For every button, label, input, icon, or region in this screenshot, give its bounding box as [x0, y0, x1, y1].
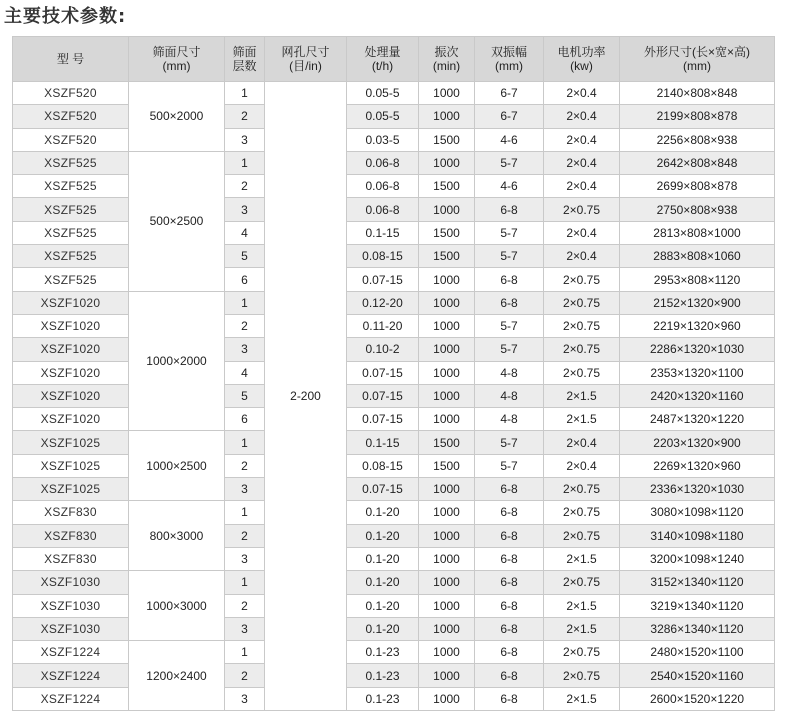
amplitude-cell: 4-8	[475, 384, 544, 407]
capacity-cell: 0.12-20	[347, 291, 419, 314]
model-cell: XSZF1224	[13, 641, 129, 664]
model-cell: XSZF525	[13, 151, 129, 174]
motor-power-cell: 2×1.5	[544, 384, 620, 407]
layers-cell: 2	[225, 524, 265, 547]
header-mesh-size-label: 网孔尺寸	[281, 45, 330, 59]
layers-cell: 1	[225, 151, 265, 174]
amplitude-cell: 6-7	[475, 82, 544, 105]
layers-cell: 3	[225, 617, 265, 640]
header-amplitude-unit: (mm)	[495, 59, 523, 73]
frequency-cell: 1000	[419, 338, 475, 361]
capacity-cell: 0.1-23	[347, 664, 419, 687]
amplitude-cell: 6-8	[475, 571, 544, 594]
table-row	[13, 151, 775, 174]
amplitude-cell: 5-7	[475, 151, 544, 174]
layers-cell: 1	[225, 82, 265, 105]
amplitude-cell: 6-8	[475, 198, 544, 221]
capacity-cell: 0.1-23	[347, 641, 419, 664]
capacity-cell: 0.1-20	[347, 547, 419, 570]
spec-table	[12, 36, 775, 711]
layers-cell: 5	[225, 245, 265, 268]
frequency-cell: 1000	[419, 291, 475, 314]
dimensions-cell: 3152×1340×1120	[620, 571, 775, 594]
layers-cell: 6	[225, 268, 265, 291]
header-screen-size-label: 筛面尺寸	[152, 45, 201, 59]
capacity-cell: 0.08-15	[347, 454, 419, 477]
table-row	[13, 268, 775, 291]
header-amplitude	[475, 37, 544, 82]
motor-power-cell: 2×0.4	[544, 151, 620, 174]
dimensions-cell: 2487×1320×1220	[620, 408, 775, 431]
amplitude-cell: 5-7	[475, 454, 544, 477]
motor-power-cell: 2×0.4	[544, 128, 620, 151]
table-row	[13, 478, 775, 501]
table-row	[13, 82, 775, 105]
frequency-cell: 1000	[419, 478, 475, 501]
screen-size-cell: 1000×2500	[129, 431, 225, 501]
table-row	[13, 431, 775, 454]
model-cell: XSZF525	[13, 175, 129, 198]
frequency-cell: 1500	[419, 175, 475, 198]
frequency-cell: 1000	[419, 571, 475, 594]
screen-size-cell: 500×2500	[129, 151, 225, 291]
motor-power-cell: 2×0.4	[544, 82, 620, 105]
motor-power-cell: 2×0.4	[544, 245, 620, 268]
amplitude-cell: 6-8	[475, 268, 544, 291]
layers-cell: 3	[225, 128, 265, 151]
capacity-cell: 0.06-8	[347, 175, 419, 198]
layers-cell: 3	[225, 338, 265, 361]
amplitude-cell: 5-7	[475, 338, 544, 361]
layers-cell: 2	[225, 175, 265, 198]
motor-power-cell: 2×0.4	[544, 221, 620, 244]
motor-power-cell: 2×0.75	[544, 524, 620, 547]
motor-power-cell: 2×0.75	[544, 664, 620, 687]
dimensions-cell: 2480×1520×1100	[620, 641, 775, 664]
dimensions-cell: 2269×1320×960	[620, 454, 775, 477]
frequency-cell: 1500	[419, 128, 475, 151]
model-cell: XSZF1030	[13, 594, 129, 617]
header-capacity	[347, 37, 419, 82]
header-model-label: 型 号	[56, 52, 85, 66]
capacity-cell: 0.03-5	[347, 128, 419, 151]
layers-cell: 5	[225, 384, 265, 407]
dimensions-cell: 2540×1520×1160	[620, 664, 775, 687]
screen-size-cell: 800×3000	[129, 501, 225, 571]
amplitude-cell: 5-7	[475, 245, 544, 268]
header-capacity-label: 处理量	[364, 45, 401, 59]
amplitude-cell: 6-8	[475, 687, 544, 710]
amplitude-cell: 5-7	[475, 314, 544, 337]
amplitude-cell: 4-6	[475, 128, 544, 151]
header-mesh-size	[265, 37, 347, 82]
model-cell: XSZF525	[13, 245, 129, 268]
frequency-cell: 1000	[419, 151, 475, 174]
model-cell: XSZF830	[13, 501, 129, 524]
capacity-cell: 0.1-15	[347, 221, 419, 244]
model-cell: XSZF520	[13, 128, 129, 151]
amplitude-cell: 6-8	[475, 547, 544, 570]
frequency-cell: 1500	[419, 245, 475, 268]
page-title: 主要技术参数:	[4, 6, 127, 27]
dimensions-cell: 3219×1340×1120	[620, 594, 775, 617]
mesh-size-cell: 2-200	[265, 82, 347, 711]
header-model	[13, 37, 129, 82]
header-frequency-unit: (min)	[432, 59, 461, 73]
model-cell: XSZF1025	[13, 454, 129, 477]
layers-cell: 3	[225, 478, 265, 501]
table-row	[13, 198, 775, 221]
frequency-cell: 1000	[419, 594, 475, 617]
motor-power-cell: 2×0.75	[544, 338, 620, 361]
model-cell: XSZF1025	[13, 478, 129, 501]
model-cell: XSZF830	[13, 547, 129, 570]
motor-power-cell: 2×0.75	[544, 361, 620, 384]
dimensions-cell: 2219×1320×960	[620, 314, 775, 337]
capacity-cell: 0.10-2	[347, 338, 419, 361]
layers-cell: 1	[225, 571, 265, 594]
frequency-cell: 1000	[419, 361, 475, 384]
frequency-cell: 1500	[419, 221, 475, 244]
amplitude-cell: 6-8	[475, 291, 544, 314]
dimensions-cell: 2336×1320×1030	[620, 478, 775, 501]
model-cell: XSZF525	[13, 221, 129, 244]
capacity-cell: 0.1-15	[347, 431, 419, 454]
amplitude-cell: 4-6	[475, 175, 544, 198]
header-motor-power	[544, 37, 620, 82]
table-row	[13, 501, 775, 524]
table-row	[13, 384, 775, 407]
motor-power-cell: 2×0.4	[544, 454, 620, 477]
frequency-cell: 1000	[419, 617, 475, 640]
capacity-cell: 0.06-8	[347, 198, 419, 221]
frequency-cell: 1000	[419, 408, 475, 431]
screen-size-cell: 1000×3000	[129, 571, 225, 641]
dimensions-cell: 2203×1320×900	[620, 431, 775, 454]
amplitude-cell: 6-8	[475, 641, 544, 664]
frequency-cell: 1500	[419, 454, 475, 477]
table-row	[13, 175, 775, 198]
header-dimensions-label: 外形尺寸(长×宽×高)	[643, 45, 750, 59]
model-cell: XSZF1020	[13, 361, 129, 384]
layers-cell: 2	[225, 105, 265, 128]
capacity-cell: 0.1-20	[347, 571, 419, 594]
motor-power-cell: 2×1.5	[544, 617, 620, 640]
motor-power-cell: 2×0.75	[544, 641, 620, 664]
capacity-cell: 0.06-8	[347, 151, 419, 174]
table-row	[13, 105, 775, 128]
frequency-cell: 1500	[419, 431, 475, 454]
frequency-cell: 1000	[419, 105, 475, 128]
capacity-cell: 0.07-15	[347, 268, 419, 291]
table-row	[13, 547, 775, 570]
motor-power-cell: 2×1.5	[544, 687, 620, 710]
capacity-cell: 0.05-5	[347, 82, 419, 105]
frequency-cell: 1000	[419, 268, 475, 291]
motor-power-cell: 2×0.4	[544, 175, 620, 198]
header-frequency	[419, 37, 475, 82]
frequency-cell: 1000	[419, 82, 475, 105]
model-cell: XSZF830	[13, 524, 129, 547]
layers-cell: 1	[225, 641, 265, 664]
model-cell: XSZF520	[13, 105, 129, 128]
motor-power-cell: 2×0.75	[544, 291, 620, 314]
model-cell: XSZF1224	[13, 664, 129, 687]
capacity-cell: 0.1-20	[347, 524, 419, 547]
amplitude-cell: 4-8	[475, 408, 544, 431]
frequency-cell: 1000	[419, 687, 475, 710]
table-row	[13, 361, 775, 384]
model-cell: XSZF1020	[13, 384, 129, 407]
layers-cell: 1	[225, 431, 265, 454]
dimensions-cell: 2953×808×1120	[620, 268, 775, 291]
amplitude-cell: 5-7	[475, 431, 544, 454]
table-row	[13, 314, 775, 337]
capacity-cell: 0.1-20	[347, 501, 419, 524]
motor-power-cell: 2×0.75	[544, 268, 620, 291]
frequency-cell: 1000	[419, 314, 475, 337]
frequency-cell: 1000	[419, 524, 475, 547]
header-motor-power-unit: (kw)	[570, 59, 593, 73]
header-layers-unit: 层数	[232, 59, 257, 73]
motor-power-cell: 2×0.4	[544, 105, 620, 128]
amplitude-cell: 6-8	[475, 501, 544, 524]
dimensions-cell: 2813×808×1000	[620, 221, 775, 244]
capacity-cell: 0.1-20	[347, 617, 419, 640]
header-capacity-unit: (t/h)	[371, 59, 394, 73]
model-cell: XSZF1025	[13, 431, 129, 454]
layers-cell: 1	[225, 501, 265, 524]
table-row	[13, 664, 775, 687]
model-cell: XSZF1030	[13, 617, 129, 640]
layers-cell: 3	[225, 198, 265, 221]
frequency-cell: 1000	[419, 384, 475, 407]
header-row	[13, 37, 775, 82]
motor-power-cell: 2×1.5	[544, 408, 620, 431]
motor-power-cell: 2×0.75	[544, 571, 620, 594]
header-mesh-size-unit: (目/in)	[289, 59, 322, 73]
layers-cell: 1	[225, 291, 265, 314]
model-cell: XSZF1020	[13, 338, 129, 361]
dimensions-cell: 3080×1098×1120	[620, 501, 775, 524]
table-row	[13, 221, 775, 244]
dimensions-cell: 2642×808×848	[620, 151, 775, 174]
dimensions-cell: 2883×808×1060	[620, 245, 775, 268]
capacity-cell: 0.1-20	[347, 594, 419, 617]
dimensions-cell: 2750×808×938	[620, 198, 775, 221]
capacity-cell: 0.07-15	[347, 408, 419, 431]
table-row	[13, 641, 775, 664]
layers-cell: 4	[225, 361, 265, 384]
capacity-cell: 0.05-5	[347, 105, 419, 128]
dimensions-cell: 3140×1098×1180	[620, 524, 775, 547]
header-screen-size-unit: (mm)	[162, 59, 191, 73]
frequency-cell: 1000	[419, 664, 475, 687]
table-row	[13, 408, 775, 431]
layers-cell: 3	[225, 547, 265, 570]
layers-cell: 2	[225, 314, 265, 337]
dimensions-cell: 2353×1320×1100	[620, 361, 775, 384]
motor-power-cell: 2×0.75	[544, 198, 620, 221]
amplitude-cell: 6-7	[475, 105, 544, 128]
amplitude-cell: 6-8	[475, 617, 544, 640]
amplitude-cell: 4-8	[475, 361, 544, 384]
table-row	[13, 524, 775, 547]
motor-power-cell: 2×0.4	[544, 431, 620, 454]
table-row	[13, 291, 775, 314]
frequency-cell: 1000	[419, 198, 475, 221]
capacity-cell: 0.07-15	[347, 384, 419, 407]
layers-cell: 6	[225, 408, 265, 431]
amplitude-cell: 6-8	[475, 524, 544, 547]
screen-size-cell: 1000×2000	[129, 291, 225, 431]
header-layers-label: 筛面	[232, 45, 257, 59]
table-row	[13, 687, 775, 710]
table-header	[13, 37, 775, 82]
layers-cell: 2	[225, 664, 265, 687]
model-cell: XSZF525	[13, 198, 129, 221]
motor-power-cell: 2×1.5	[544, 594, 620, 617]
table-row	[13, 245, 775, 268]
dimensions-cell: 2600×1520×1220	[620, 687, 775, 710]
amplitude-cell: 6-8	[475, 594, 544, 617]
motor-power-cell: 2×0.75	[544, 501, 620, 524]
model-cell: XSZF520	[13, 82, 129, 105]
motor-power-cell: 2×0.75	[544, 478, 620, 501]
dimensions-cell: 3200×1098×1240	[620, 547, 775, 570]
layers-cell: 4	[225, 221, 265, 244]
header-amplitude-label: 双振幅	[490, 45, 527, 59]
header-dimensions-unit: (mm)	[683, 59, 711, 73]
frequency-cell: 1000	[419, 547, 475, 570]
dimensions-cell: 2140×808×848	[620, 82, 775, 105]
dimensions-cell: 3286×1340×1120	[620, 617, 775, 640]
table-row	[13, 617, 775, 640]
capacity-cell: 0.11-20	[347, 314, 419, 337]
model-cell: XSZF1020	[13, 408, 129, 431]
capacity-cell: 0.07-15	[347, 361, 419, 384]
dimensions-cell: 2699×808×878	[620, 175, 775, 198]
dimensions-cell: 2420×1320×1160	[620, 384, 775, 407]
motor-power-cell: 2×1.5	[544, 547, 620, 570]
frequency-cell: 1000	[419, 501, 475, 524]
frequency-cell: 1000	[419, 641, 475, 664]
screen-size-cell: 500×2000	[129, 82, 225, 152]
dimensions-cell: 2256×808×938	[620, 128, 775, 151]
table-row	[13, 454, 775, 477]
header-screen-size	[129, 37, 225, 82]
dimensions-cell: 2152×1320×900	[620, 291, 775, 314]
table-row	[13, 338, 775, 361]
table-row	[13, 571, 775, 594]
header-motor-power-label: 电机功率	[557, 45, 606, 59]
header-frequency-label: 振次	[434, 45, 459, 59]
amplitude-cell: 6-8	[475, 664, 544, 687]
layers-cell: 2	[225, 454, 265, 477]
dimensions-cell: 2286×1320×1030	[620, 338, 775, 361]
header-dimensions	[620, 37, 775, 82]
model-cell: XSZF525	[13, 268, 129, 291]
amplitude-cell: 6-8	[475, 478, 544, 501]
table-row	[13, 128, 775, 151]
amplitude-cell: 5-7	[475, 221, 544, 244]
dimensions-cell: 2199×808×878	[620, 105, 775, 128]
layers-cell: 3	[225, 687, 265, 710]
capacity-cell: 0.07-15	[347, 478, 419, 501]
model-cell: XSZF1020	[13, 314, 129, 337]
header-layers	[225, 37, 265, 82]
table-body	[13, 82, 775, 711]
motor-power-cell: 2×0.75	[544, 314, 620, 337]
model-cell: XSZF1030	[13, 571, 129, 594]
model-cell: XSZF1224	[13, 687, 129, 710]
model-cell: XSZF1020	[13, 291, 129, 314]
capacity-cell: 0.1-23	[347, 687, 419, 710]
table-row	[13, 594, 775, 617]
screen-size-cell: 1200×2400	[129, 641, 225, 711]
capacity-cell: 0.08-15	[347, 245, 419, 268]
layers-cell: 2	[225, 594, 265, 617]
